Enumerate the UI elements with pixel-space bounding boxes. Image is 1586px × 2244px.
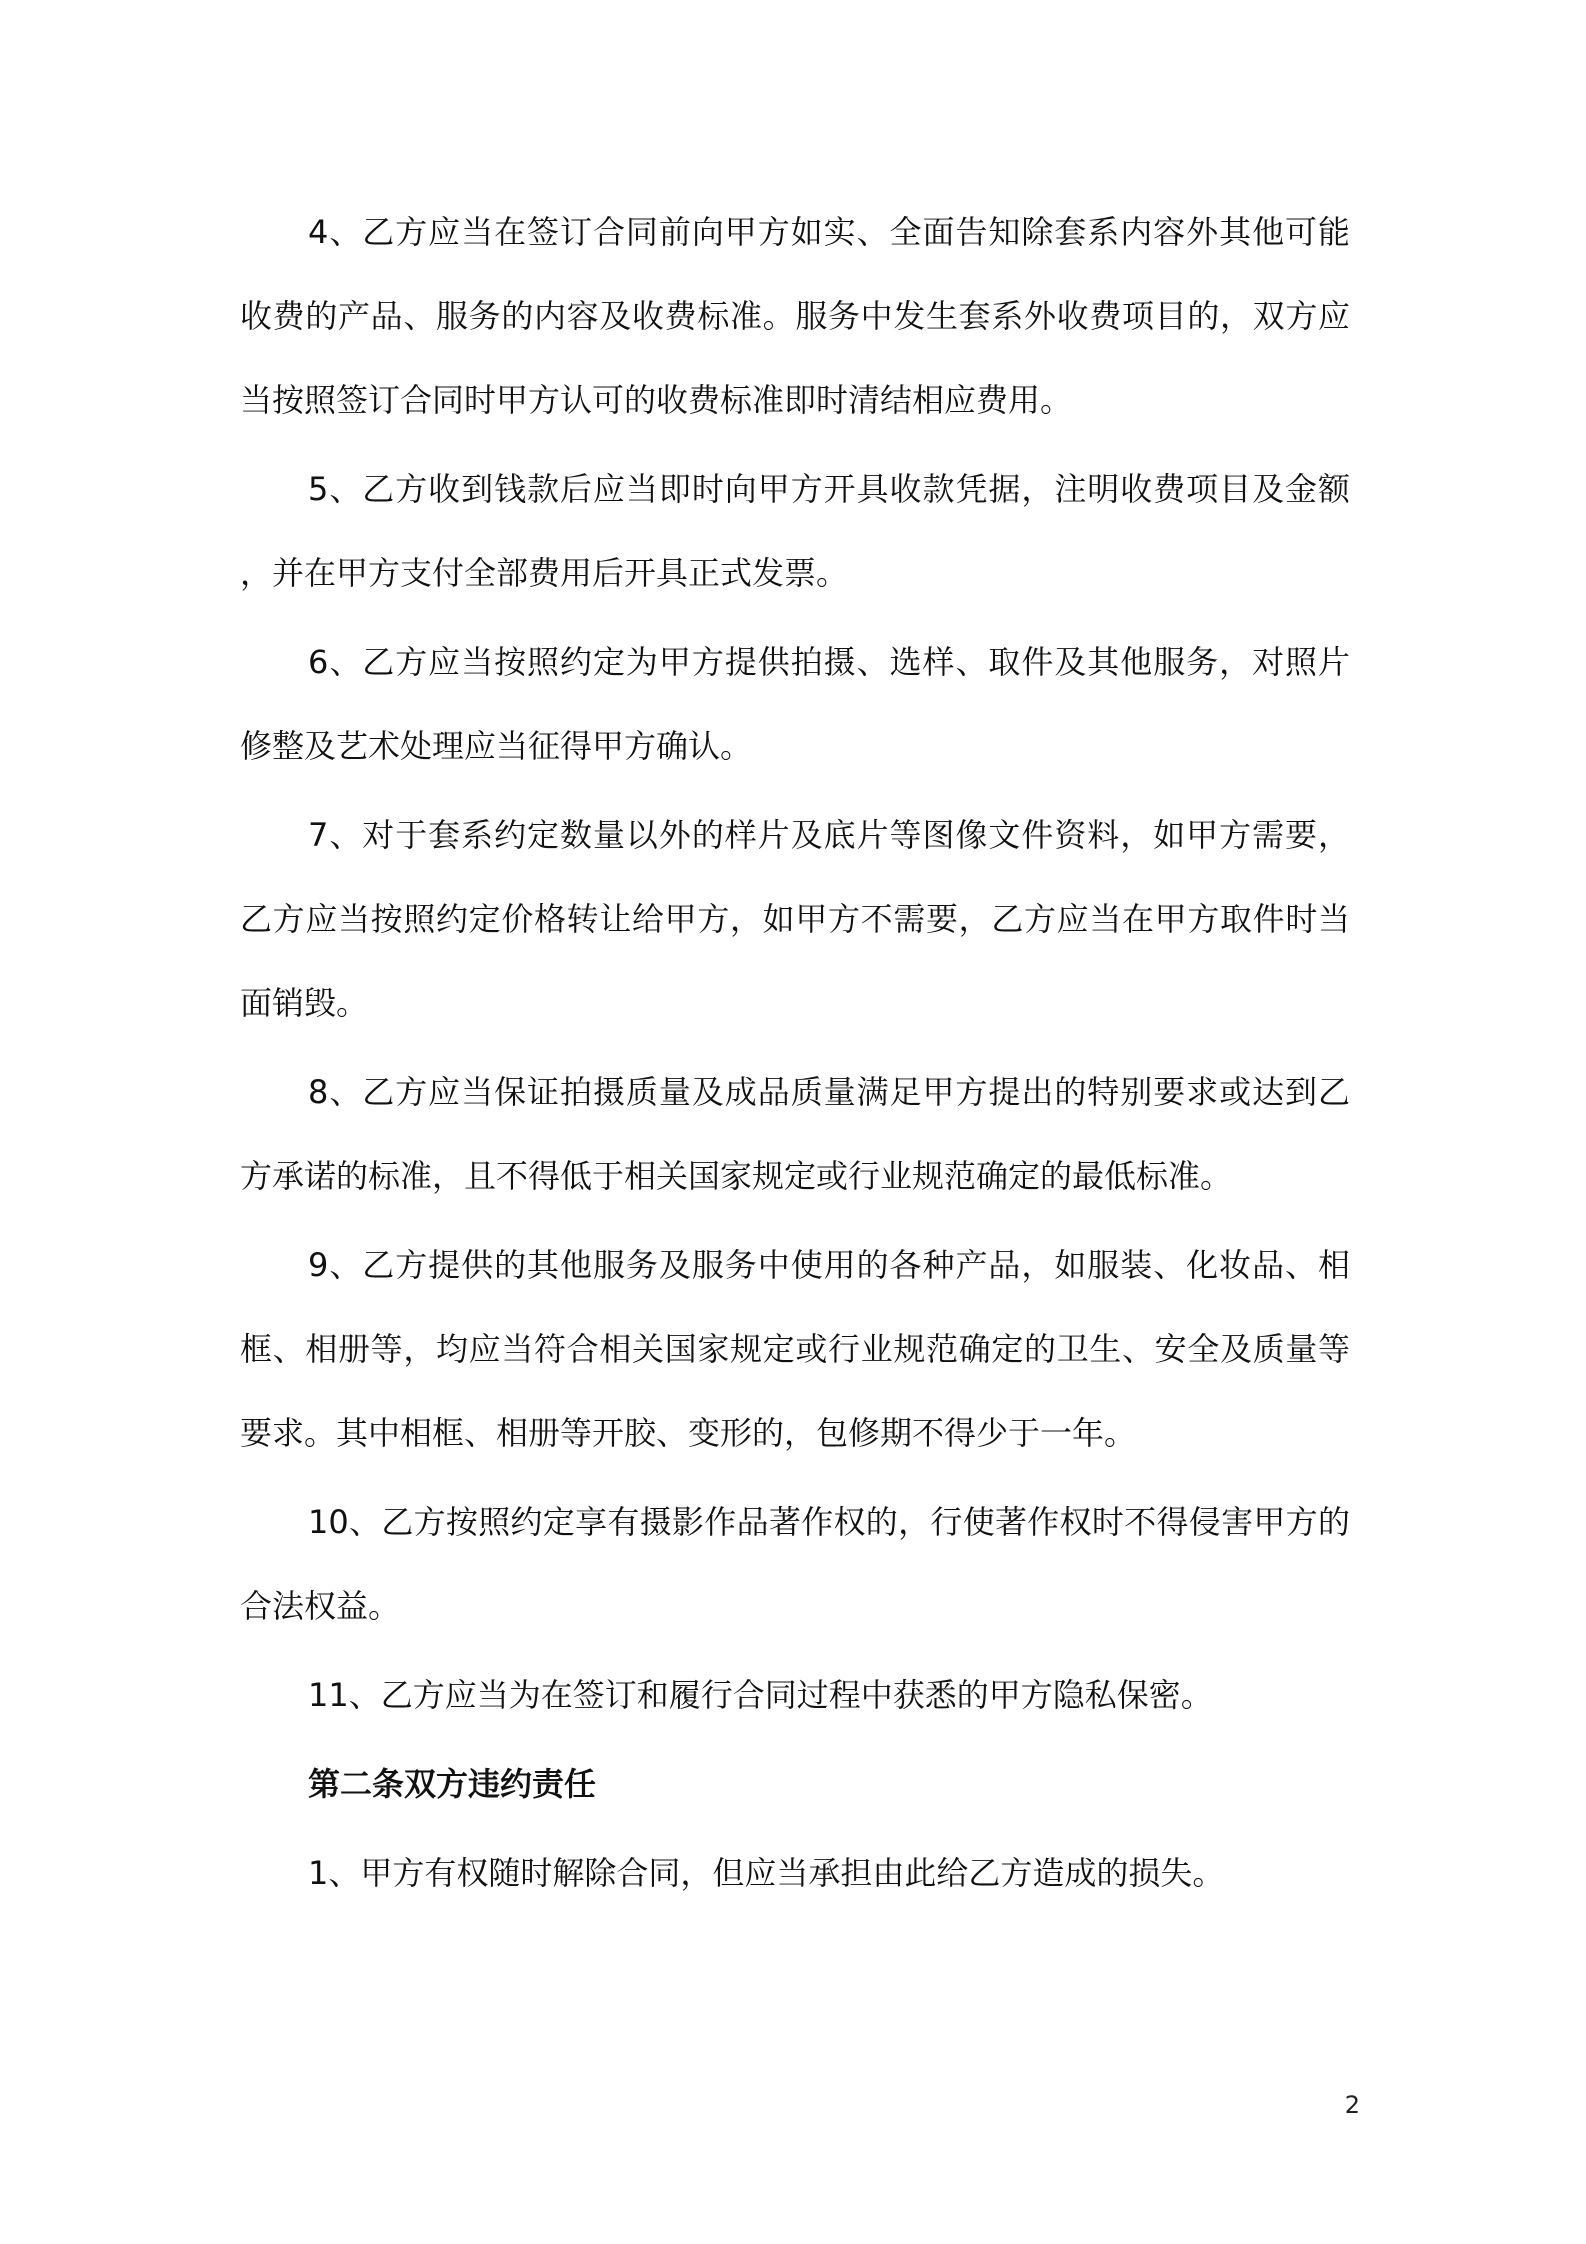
clause-11: 11、乙方应当为在签订和履行合同过程中获悉的甲方隐私保密。 (308, 1676, 1213, 1714)
clause-8: 8、乙方应当保证拍摄质量及成品质量满足甲方提出的特别要求或达到乙方承诺的标准，且不得低于相关国家规定或行业规范确定的最低标准。 (240, 1073, 1350, 1195)
liability-clause-1: 1、甲方有权随时解除合同，但应当承担由此给乙方造成的损失。 (308, 1854, 1225, 1892)
clause-6: 6、乙方应当按照约定为甲方提供拍摄、选样、取件及其他服务，对照片修整及艺术处理应当征得甲方确认。 (240, 643, 1350, 765)
section-heading: 第二条双方违约责任 (308, 1765, 597, 1803)
clause-5: 5、乙方收到钱款后应当即时向甲方开具收款凭据，注明收费项目及金额，并在甲方支付全部费用后开具正式发票。 (240, 470, 1350, 592)
clause-4: 4、乙方应当在签订合同前向甲方如实、全面告知除套系内容外其他可能收费的产品、服务的内容及收费标准。服务中发生套系外收费项目的，双方应当按照签订合同时甲方认可的收费标准即时清结相应费用。 (240, 213, 1350, 419)
clause-9: 9、乙方提供的其他服务及服务中使用的各种产品，如服装、化妆品、相框、相册等，均应当符合相关国家规定或行业规范确定的卫生、安全及质量等要求。其中相框、相册等开胶、变形的，包修期不得少于一年。 (240, 1246, 1350, 1452)
page-number: 2 (1344, 2091, 1360, 2119)
clause-10: 10、乙方按照约定享有摄影作品著作权的，行使著作权时不得侵害甲方的合法权益。 (240, 1503, 1350, 1625)
clause-7: 7、对于套系约定数量以外的样片及底片等图像文件资料，如甲方需要，乙方应当按照约定价格转让给甲方，如甲方不需要，乙方应当在甲方取件时当面销毁。 (240, 816, 1350, 1022)
document-body (240, 190, 1350, 1920)
